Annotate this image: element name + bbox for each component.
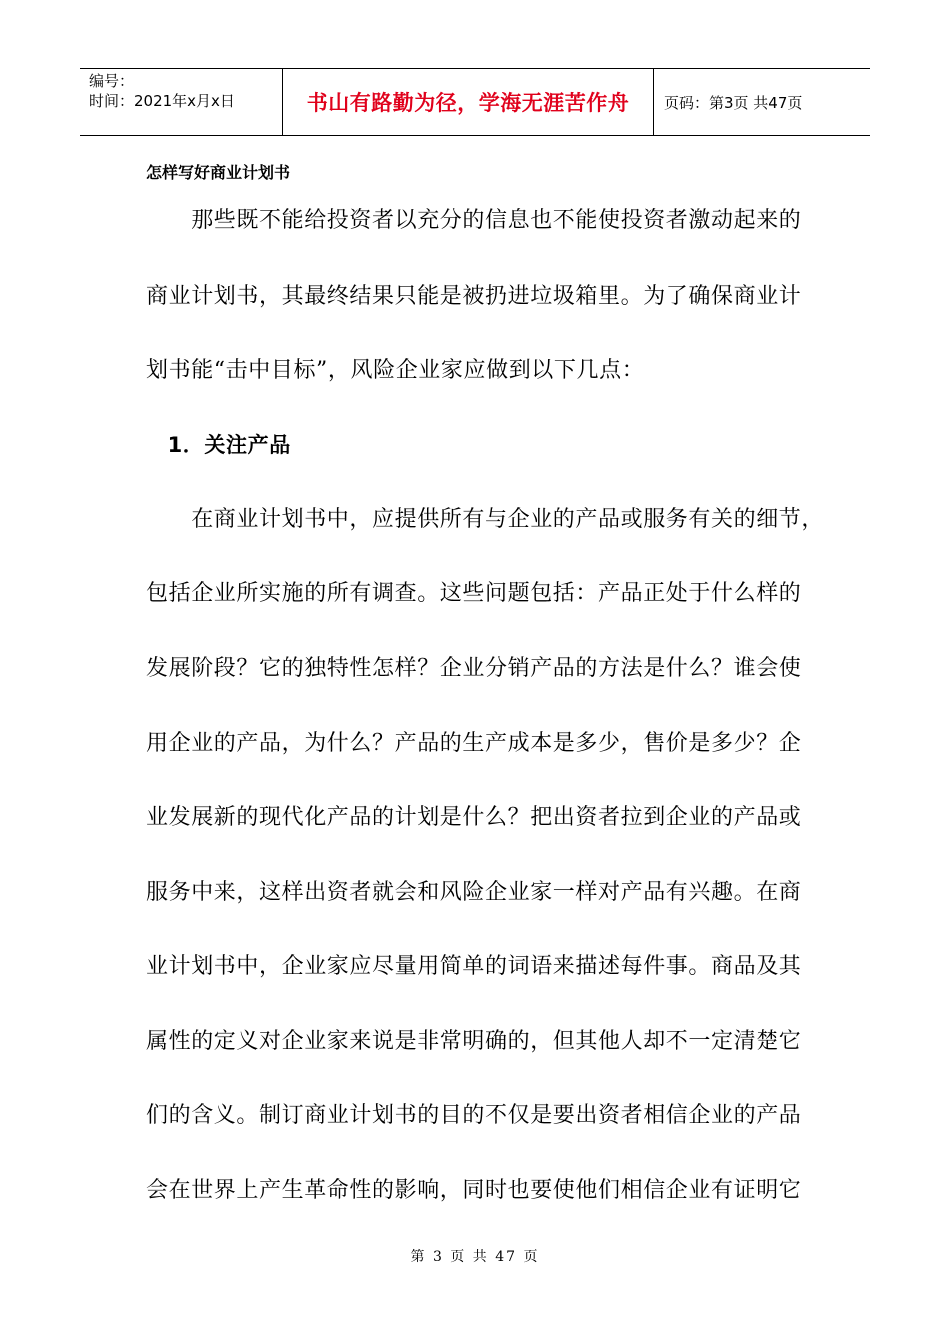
header-page-cell [654, 69, 870, 135]
body-line: 属性的定义对企业家来说是非常明确的，但其他人却不一定清楚它 [146, 1029, 802, 1054]
header-meta-cell [80, 69, 283, 135]
body-line: 包括企业所实施的所有调查。这些问题包括：产品正处于什么样的 [146, 581, 802, 606]
body-line: 会在世界上产生革命性的影响，同时也要使他们相信企业有证明它 [146, 1178, 802, 1203]
document-time-label: 时间：2021年x月x日 [89, 92, 235, 110]
page-footer: 第 3 页 共 47 页 [410, 1249, 540, 1265]
header-motto-cell [283, 69, 654, 135]
document-header-table [80, 68, 870, 136]
header-page-info: 页码：第3页 共47页 [664, 93, 803, 112]
body-line: 业发展新的现代化产品的计划是什么？把出资者拉到企业的产品或 [146, 805, 802, 830]
body-line: 业计划书中，企业家应尽量用简单的词语来描述每件事。商品及其 [146, 954, 802, 979]
body-line: 在商业计划书中，应提供所有与企业的产品或服务有关的细节， [146, 507, 825, 532]
header-motto: 书山有路勤为径，学海无涯苦作舟 [306, 91, 630, 115]
body-line: 那些既不能给投资者以充分的信息也不能使投资者激动起来的 [146, 208, 802, 233]
section-heading: 1．关注产品 [146, 433, 291, 457]
body-line: 划书能“击中目标”，风险企业家应做到以下几点： [146, 358, 645, 383]
body-line: 用企业的产品，为什么？产品的生产成本是多少，售价是多少？企 [146, 731, 802, 756]
document-number-label: 编号： [89, 72, 135, 90]
body-line: 商业计划书，其最终结果只能是被扔进垃圾箱里。为了确保商业计 [146, 284, 802, 309]
body-line: 服务中来，这样出资者就会和风险企业家一样对产品有兴趣。在商 [146, 880, 802, 905]
body-line: 发展阶段？它的独特性怎样？企业分销产品的方法是什么？谁会使 [146, 656, 802, 681]
document-title: 怎样写好商业计划书 [146, 163, 291, 182]
body-line: 们的含义。制订商业计划书的目的不仅是要出资者相信企业的产品 [146, 1103, 802, 1128]
